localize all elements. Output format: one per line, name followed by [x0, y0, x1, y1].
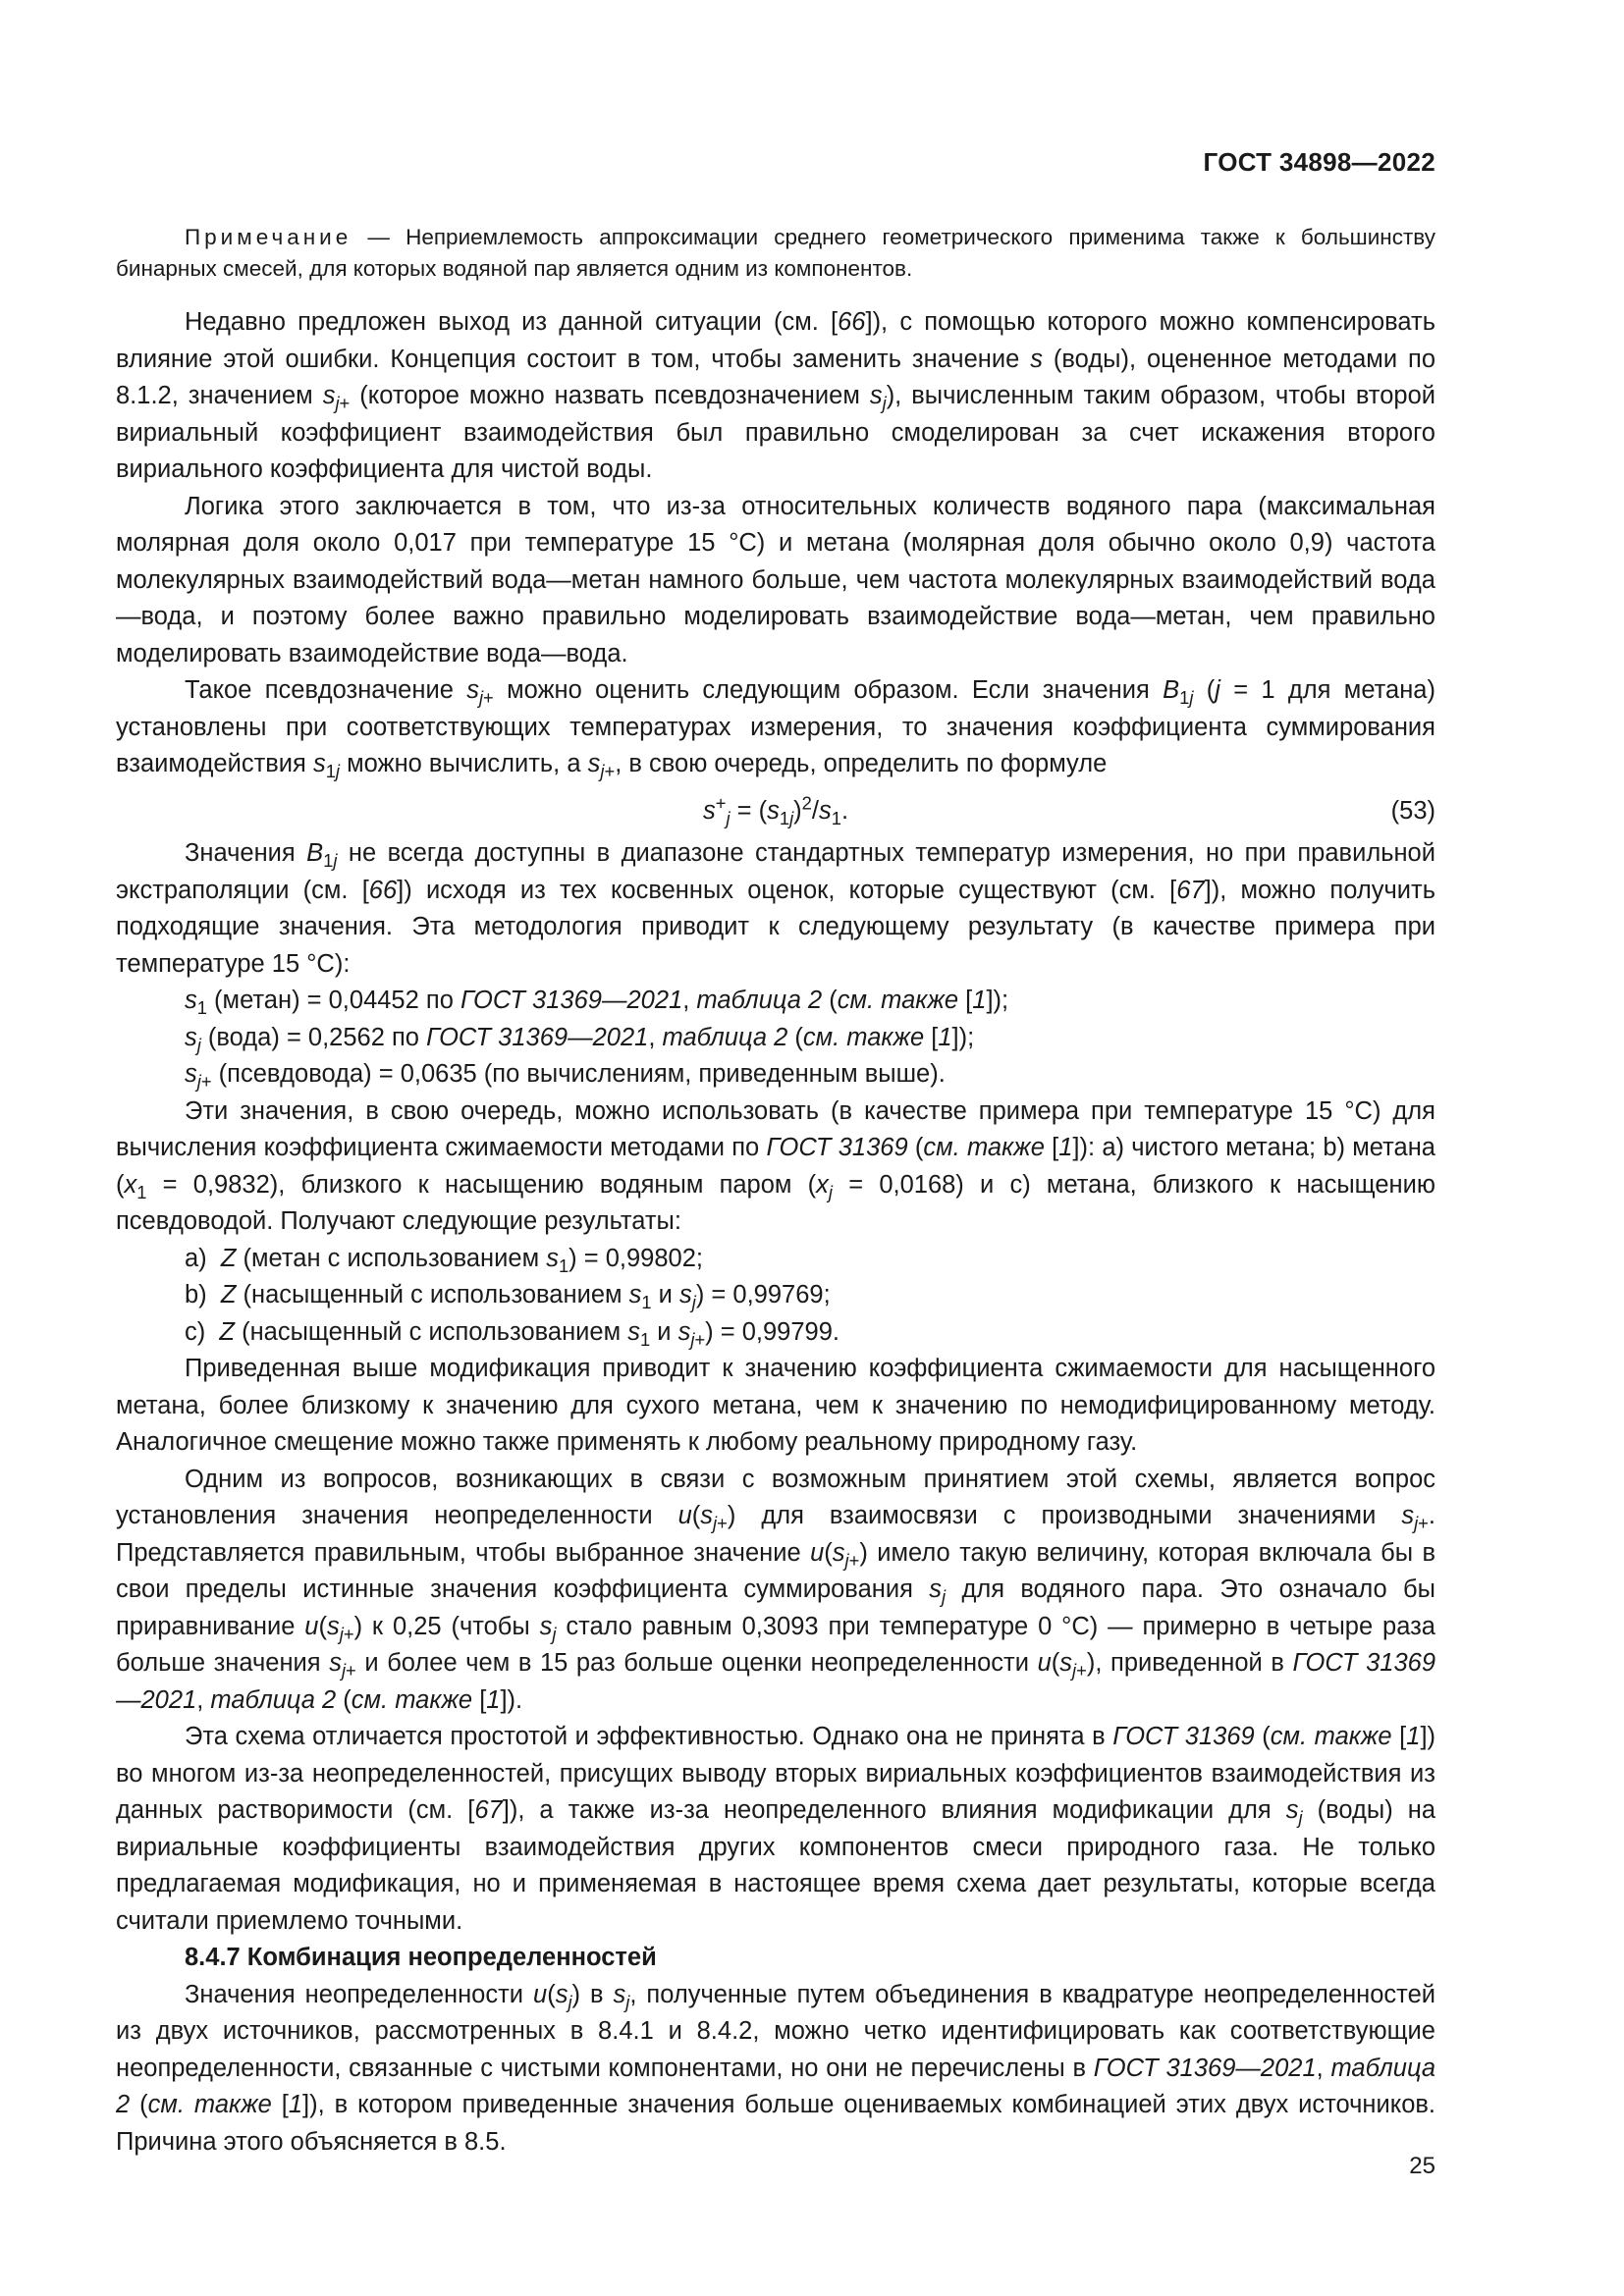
paragraph-6: Приведенная выше модификация приводит к значению коэффициента сжимаемости для насыщенного метана, более близкому к значению для сухого метана, чем к значению по немодифицированному методу. Аналогичное смещение можно также применять к любому реальному природному газу.	[116, 1355, 1435, 1456]
result-s1: $s_1$ (метан) = 0,04452 по ГОСТ 31369—2021, таблица 2 (см. также [1]);	[185, 987, 1009, 1019]
page-number: 25	[1409, 2153, 1435, 2179]
note-label: Примечание	[185, 225, 352, 249]
note-paragraph: Примечание — Неприемлемость аппроксимации среднего геометрического применима также к большинству бинарных смесей, для которых водяной пар является одним из компонентов.	[116, 225, 1435, 281]
page-body	[116, 222, 1435, 2161]
paragraph-9: Значения неопределенности $u(s_j)$ в $s_j$, полученные путем объединения в квадратуре неопределенностей из двух источников, рассмотренных в 8.4.1 и 8.4.2, можно четко идентифицировать как соответствующие неопределенности, связанные с чистыми компонентами, но они не перечислены в ГОСТ 31369—2021, таблица 2 (см. также [1]), в котором приведенные значения больше оцениваемых комбинацией этих двух источников. Причина этого объясняется в 8.5.	[116, 1980, 1436, 2156]
paragraph-3: Такое псевдозначение $s_{j+}$ можно оценить следующим образом. Если значения $B_{1j}$ (j = 1 для метана) установлены при соответствующих температурах измерения, то значения коэффициента суммирования взаимодействия $s_{1j}$ можно вычислить, а $s_{j+}$, в свою очередь, определить по формуле	[116, 676, 1435, 782]
result-sj-plus: $s_{j+}$ (псевдовода) = 0,0635 (по вычислениям, приведенным выше).	[185, 1060, 946, 1093]
paragraph-4: Значения $B_{1j}$ не всегда доступны в диапазоне стандартных температур измерения, но при правильной экстраполяции (см. [66]) исходя из тех косвенных оценок, которые существуют (см. [67]), можно получить подходящие значения. Эта методология приводит к следующему результату (в качестве примера при температуре 15 °С):	[116, 839, 1435, 978]
section-heading-8-4-7: 8.4.7 Комбинация неопределенностей	[185, 1944, 657, 1971]
document-header: ГОСТ 34898—2022	[1203, 147, 1435, 177]
paragraph-5: Эти значения, в свою очередь, можно использовать (в качестве примера при температуре 15 °С) для вычисления коэффициента сжимаемости методами по ГОСТ 31369 (см. также [1]): а) чистого метана; b) метана $(x_1 = 0,9832)$, близкого к насыщению водяным паром $(x_j = 0,0168)$ и с) метана, близкого к насыщению псевдоводой. Получают следующие результаты:	[116, 1096, 1435, 1235]
list-item-c: c) Z (насыщенный с использованием $s_1$ и $s_{j+}) = 0,99799$.	[185, 1317, 839, 1350]
formula-number: (53)	[1390, 796, 1435, 825]
result-sj: $s_j$ (вода) = 0,2562 по ГОСТ 31369—2021, таблица 2 (см. также [1]);	[185, 1023, 975, 1055]
list-item-a: а) Z (метан с использованием $s_1) = 0,99802$;	[185, 1244, 703, 1276]
formula-text: $s^+_j = (s_{1j})^2/s_1$.	[702, 792, 849, 828]
paragraph-2: Логика этого заключается в том, что из-за относительных количеств водяного пара (максимальная молярная доля около 0,017 при температуре 15 °С) и метана (молярная доля обычно около 0,9) частота молекулярных взаимодействий вода—метан намного больше, чем частота молекулярных взаимодействий вода—вода, и поэтому более важно правильно моделировать взаимодействие вода—метан, чем правильно моделировать взаимодействие вода—вода.	[116, 492, 1435, 667]
note-text: Неприемлемость аппроксимации среднего геометрического применима также к большинству бинарных смесей, для которых водяной пар является одним из компонентов.	[116, 225, 1435, 281]
formula-53	[116, 793, 1435, 830]
paragraph-1: Недавно предложен выход из данной ситуации (см. [66]), с помощью которого можно компенсировать влияние этой ошибки. Концепция состоит в том, чтобы заменить значение s (воды), оцененное методами по 8.1.2, значением $s_{j+}$ (которое можно назвать псевдозначением $s_j$), вычисленным таким образом, чтобы второй вириальный коэффициент взаимодействия был правильно смоделирован за счет искажения второго вириального коэффициента для чистой воды.	[116, 308, 1436, 483]
list-item-b: b) Z (насыщенный с использованием $s_1$ и $s_j) = 0,99769$;	[185, 1281, 831, 1313]
paragraph-7: Одним из вопросов, возникающих в связи с возможным принятием этой схемы, является вопрос установления значения неопределенности $u(s_{j+})$ для взаимосвязи с производными значениями $s_{j+}$. Представляется правильным, чтобы выбранное значение $u(s_{j+})$ имело такую величину, которая включала бы в свои пределы истинные значения коэффициента суммирования $s_j$ для водяного пара. Это означало бы приравнивание $u(s_{j+})$ к 0,25 (чтобы $s_j$ стало равным 0,3093 при температуре 0 °С) — примерно в четыре раза больше значения $s_{j+}$ и более чем в 15 раз больше оценки неопределенности $u(s_{j+})$, приведенной в ГОСТ 31369—2021, таблица 2 (см. также [1]).	[116, 1465, 1435, 1714]
paragraph-8: Эта схема отличается простотой и эффективностью. Однако она не принята в ГОСТ 31369 (см. также [1]) во многом из-за неопределенностей, присущих выводу вторых вириальных коэффициентов взаимодействия из данных растворимости (см. [67]), а также из-за неопределенного влияния модификации для $s_j$ (воды) на вириальные коэффициенты взаимодействия других компонентов смеси природного газа. Не только предлагаемая модификация, но и применяемая в настоящее время схема дает результаты, которые всегда считали приемлемо точными.	[116, 1723, 1436, 1935]
